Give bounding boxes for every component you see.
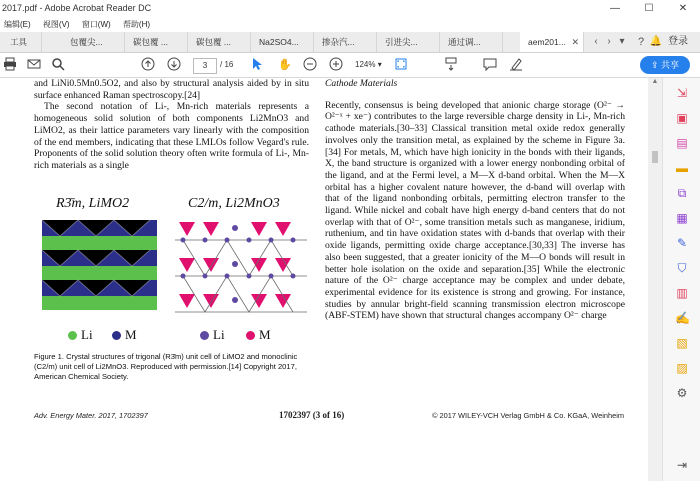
tab-document-active[interactable]: [520, 32, 584, 52]
paragraph: The second notation of Li-, Mn-rich materials represents a homogeneous solid solution of both components Li2MnO3 and LiMO2, as their lattice parameters vary linearly with the composition of the end members, indicating that these LMLOs follow Vegard's rule. Proponents of the solid solution theory often write formula of Li-, Mn-rich materials as a single: [34, 101, 309, 171]
scrollbar-thumb[interactable]: [652, 151, 658, 163]
combine-files-icon[interactable]: ⧉: [677, 186, 687, 200]
close-tab-icon[interactable]: ✕: [571, 37, 579, 47]
tab-scroll-left-icon[interactable]: ‹: [594, 36, 598, 47]
tab-label: 碳包覆 ...: [196, 37, 231, 47]
crystal-structure-figure: [40, 196, 310, 351]
tab-document[interactable]: [377, 32, 440, 52]
legend-m-dot: [246, 331, 255, 340]
paragraph: and LiNi0.5Mn0.5O2, and also by structural analysis aided by in situ surface enhanced Raman spectroscopy.[24]: [34, 78, 309, 101]
zoom-in-icon[interactable]: [328, 57, 344, 73]
legend-li-dot: [68, 331, 77, 340]
paragraph: Recently, consensus is being developed that anionic charge storage (O²⁻ → O²⁻ˣ + xe⁻) contributes to the large reversible charge density in Li-, Mn-rich cathode materials.[30–33] Classical transition metal oxide redox generally involves only the transition metal, as explained by the scheme in Figure 3a.[34] For metals, M, which have high ionicity in the bonds with their ligands, X, the band structure is organized with a lower energy nonbonding orbital of the ligand, and at the Fermi level, a M—X d-band orbital. When the M—X orbital has a higher covalent nature however, the d-band will overlap with that of the ligand nonbonding orbitals, permitting electron transfer to the ligand. While nickel and cobalt have high energy d-band centers that do not overlap with that of O²⁻, some transition metals such as manganese, iridium, ruthenium, and tin have oxidation states with d-bands that overlap with their oxide ligands, permitting oxide charge acceptance.[30,33] The inverse has also been suggested, that a greater ionicity of the M—O bonds will result in better hole isolation on the oxide and separation.[35] While the electronic nature of the O²⁻ charge acceptance may be complex and under debate, experimental evidence for its existence is strong and growing. For instance, studies by annular bright-field scanning transmission electron microscope (ABF-STEM) have shown that structural changes accompany O²⁻ charge: [325, 99, 625, 322]
scroll-up-icon[interactable]: ▲: [651, 78, 659, 85]
toolbar: [0, 53, 700, 78]
limo2-structure-illustration: [40, 218, 160, 318]
minimize-button[interactable]: —: [610, 3, 620, 14]
export-pdf-icon[interactable]: ⇲: [676, 86, 688, 100]
more-tools-icon[interactable]: ⚙: [676, 386, 688, 400]
title-bar: [0, 0, 700, 18]
select-tool-icon[interactable]: [250, 57, 264, 73]
tab-label: 包覆尖...: [70, 37, 103, 47]
hand-tool-icon[interactable]: ✋: [278, 59, 292, 71]
edit-pdf-icon[interactable]: ▤: [676, 136, 688, 150]
menu-view[interactable]: 视图(V): [42, 20, 70, 29]
right-column: [325, 78, 625, 322]
tab-label: 掺杂汽...: [322, 37, 355, 47]
page-footer: [34, 411, 624, 423]
previous-page-icon[interactable]: [140, 57, 156, 73]
scan-icon[interactable]: ▨: [676, 361, 688, 375]
tab-document[interactable]: [314, 32, 377, 52]
footer-journal: Adv. Energy Mater. 2017, 1702397: [34, 411, 148, 420]
pdf-page: [0, 78, 648, 481]
legend-li-label: Li: [213, 327, 225, 342]
tab-list-icon[interactable]: ▾: [619, 36, 625, 47]
tab-document[interactable]: [62, 32, 125, 52]
organize-pages-icon[interactable]: ▦: [676, 211, 688, 225]
tab-label: aem201...: [528, 37, 566, 47]
chevron-down-icon: ▾: [377, 60, 382, 69]
tab-label: Na2SO4...: [259, 37, 299, 47]
window-title: 2017.pdf - Adobe Acrobat Reader DC: [2, 3, 152, 13]
tab-document[interactable]: [188, 32, 251, 52]
page-number-input[interactable]: 3: [193, 58, 217, 74]
share-button[interactable]: ⇪ 共享: [640, 56, 690, 74]
menu-edit[interactable]: 编辑(E): [4, 20, 31, 29]
figure-label-right: C2/m, Li2MnO3: [188, 196, 280, 211]
help-icon[interactable]: ?: [637, 36, 645, 48]
comment-tool-icon[interactable]: ▬: [676, 161, 688, 175]
tab-label: 引进尖...: [385, 37, 418, 47]
maximize-button[interactable]: ☐: [644, 3, 654, 14]
tab-document[interactable]: [440, 32, 503, 52]
fill-sign-icon[interactable]: ✍: [675, 311, 690, 325]
figure-caption: Figure 1. Crystal structures of trigonal (R3̄m) unit cell of LiMO2 and monoclinic (C2/m) unit cell of Li2MnO3. Reproduced with permission.[14] Copyright 2017, American Chemical Society.: [34, 352, 298, 381]
print-icon[interactable]: [2, 57, 18, 73]
send-for-comments-icon[interactable]: ▧: [676, 336, 688, 350]
footer-copyright: © 2017 WILEY-VCH Verlag GmbH & Co. KGaA, Weinheim: [432, 411, 624, 420]
redact-icon[interactable]: ✎: [676, 236, 688, 250]
next-page-icon[interactable]: [166, 57, 182, 73]
tab-label: 通过调...: [448, 37, 481, 47]
zoom-level-select[interactable]: [355, 58, 389, 72]
legend-li-label: Li: [81, 327, 93, 342]
tab-document[interactable]: [125, 32, 188, 52]
login-link[interactable]: 登录: [668, 36, 688, 47]
comment-icon[interactable]: [482, 57, 498, 73]
menu-window[interactable]: 窗口(W): [81, 20, 111, 29]
highlight-pen-icon[interactable]: [508, 57, 524, 73]
legend-li-dot: [200, 331, 209, 340]
right-tools-panel: [662, 78, 700, 481]
zoom-level-value: 124%: [355, 60, 376, 69]
scroll-mode-icon[interactable]: [442, 57, 460, 73]
li2mno3-structure-illustration: [175, 218, 307, 318]
legend-m-label: M: [259, 327, 271, 342]
zoom-out-icon[interactable]: [302, 57, 318, 73]
tab-bar: [0, 32, 700, 53]
vertical-scrollbar[interactable]: [648, 78, 662, 481]
tab-tools[interactable]: 工具: [0, 32, 42, 52]
footer-page-number: 1702397 (3 of 16): [279, 410, 345, 420]
compress-pdf-icon[interactable]: ▥: [676, 286, 688, 300]
legend-m-label: M: [125, 327, 137, 342]
collapse-panel-icon[interactable]: ⇥: [676, 458, 688, 472]
email-icon[interactable]: [26, 57, 42, 73]
tab-label: 碳包覆 ...: [133, 37, 168, 47]
tab-scroll-right-icon[interactable]: ›: [607, 36, 611, 47]
section-heading: Cathode Materials: [325, 78, 398, 89]
fit-page-icon[interactable]: [392, 57, 410, 73]
left-column: [34, 78, 309, 172]
tab-document[interactable]: [251, 32, 314, 52]
menu-help[interactable]: 帮助(H): [122, 20, 151, 29]
legend-m-dot: [112, 331, 121, 340]
notification-bell-icon[interactable]: 🔔: [649, 36, 663, 47]
menu-bar: [0, 18, 700, 32]
page-total: / 16: [220, 60, 234, 69]
search-icon[interactable]: [50, 57, 66, 73]
figure-label-left: R3̄m, LiMO2: [56, 196, 130, 211]
protect-icon[interactable]: ⛉: [677, 261, 687, 275]
create-pdf-icon[interactable]: ▣: [676, 111, 688, 125]
close-window-button[interactable]: ✕: [678, 3, 688, 14]
